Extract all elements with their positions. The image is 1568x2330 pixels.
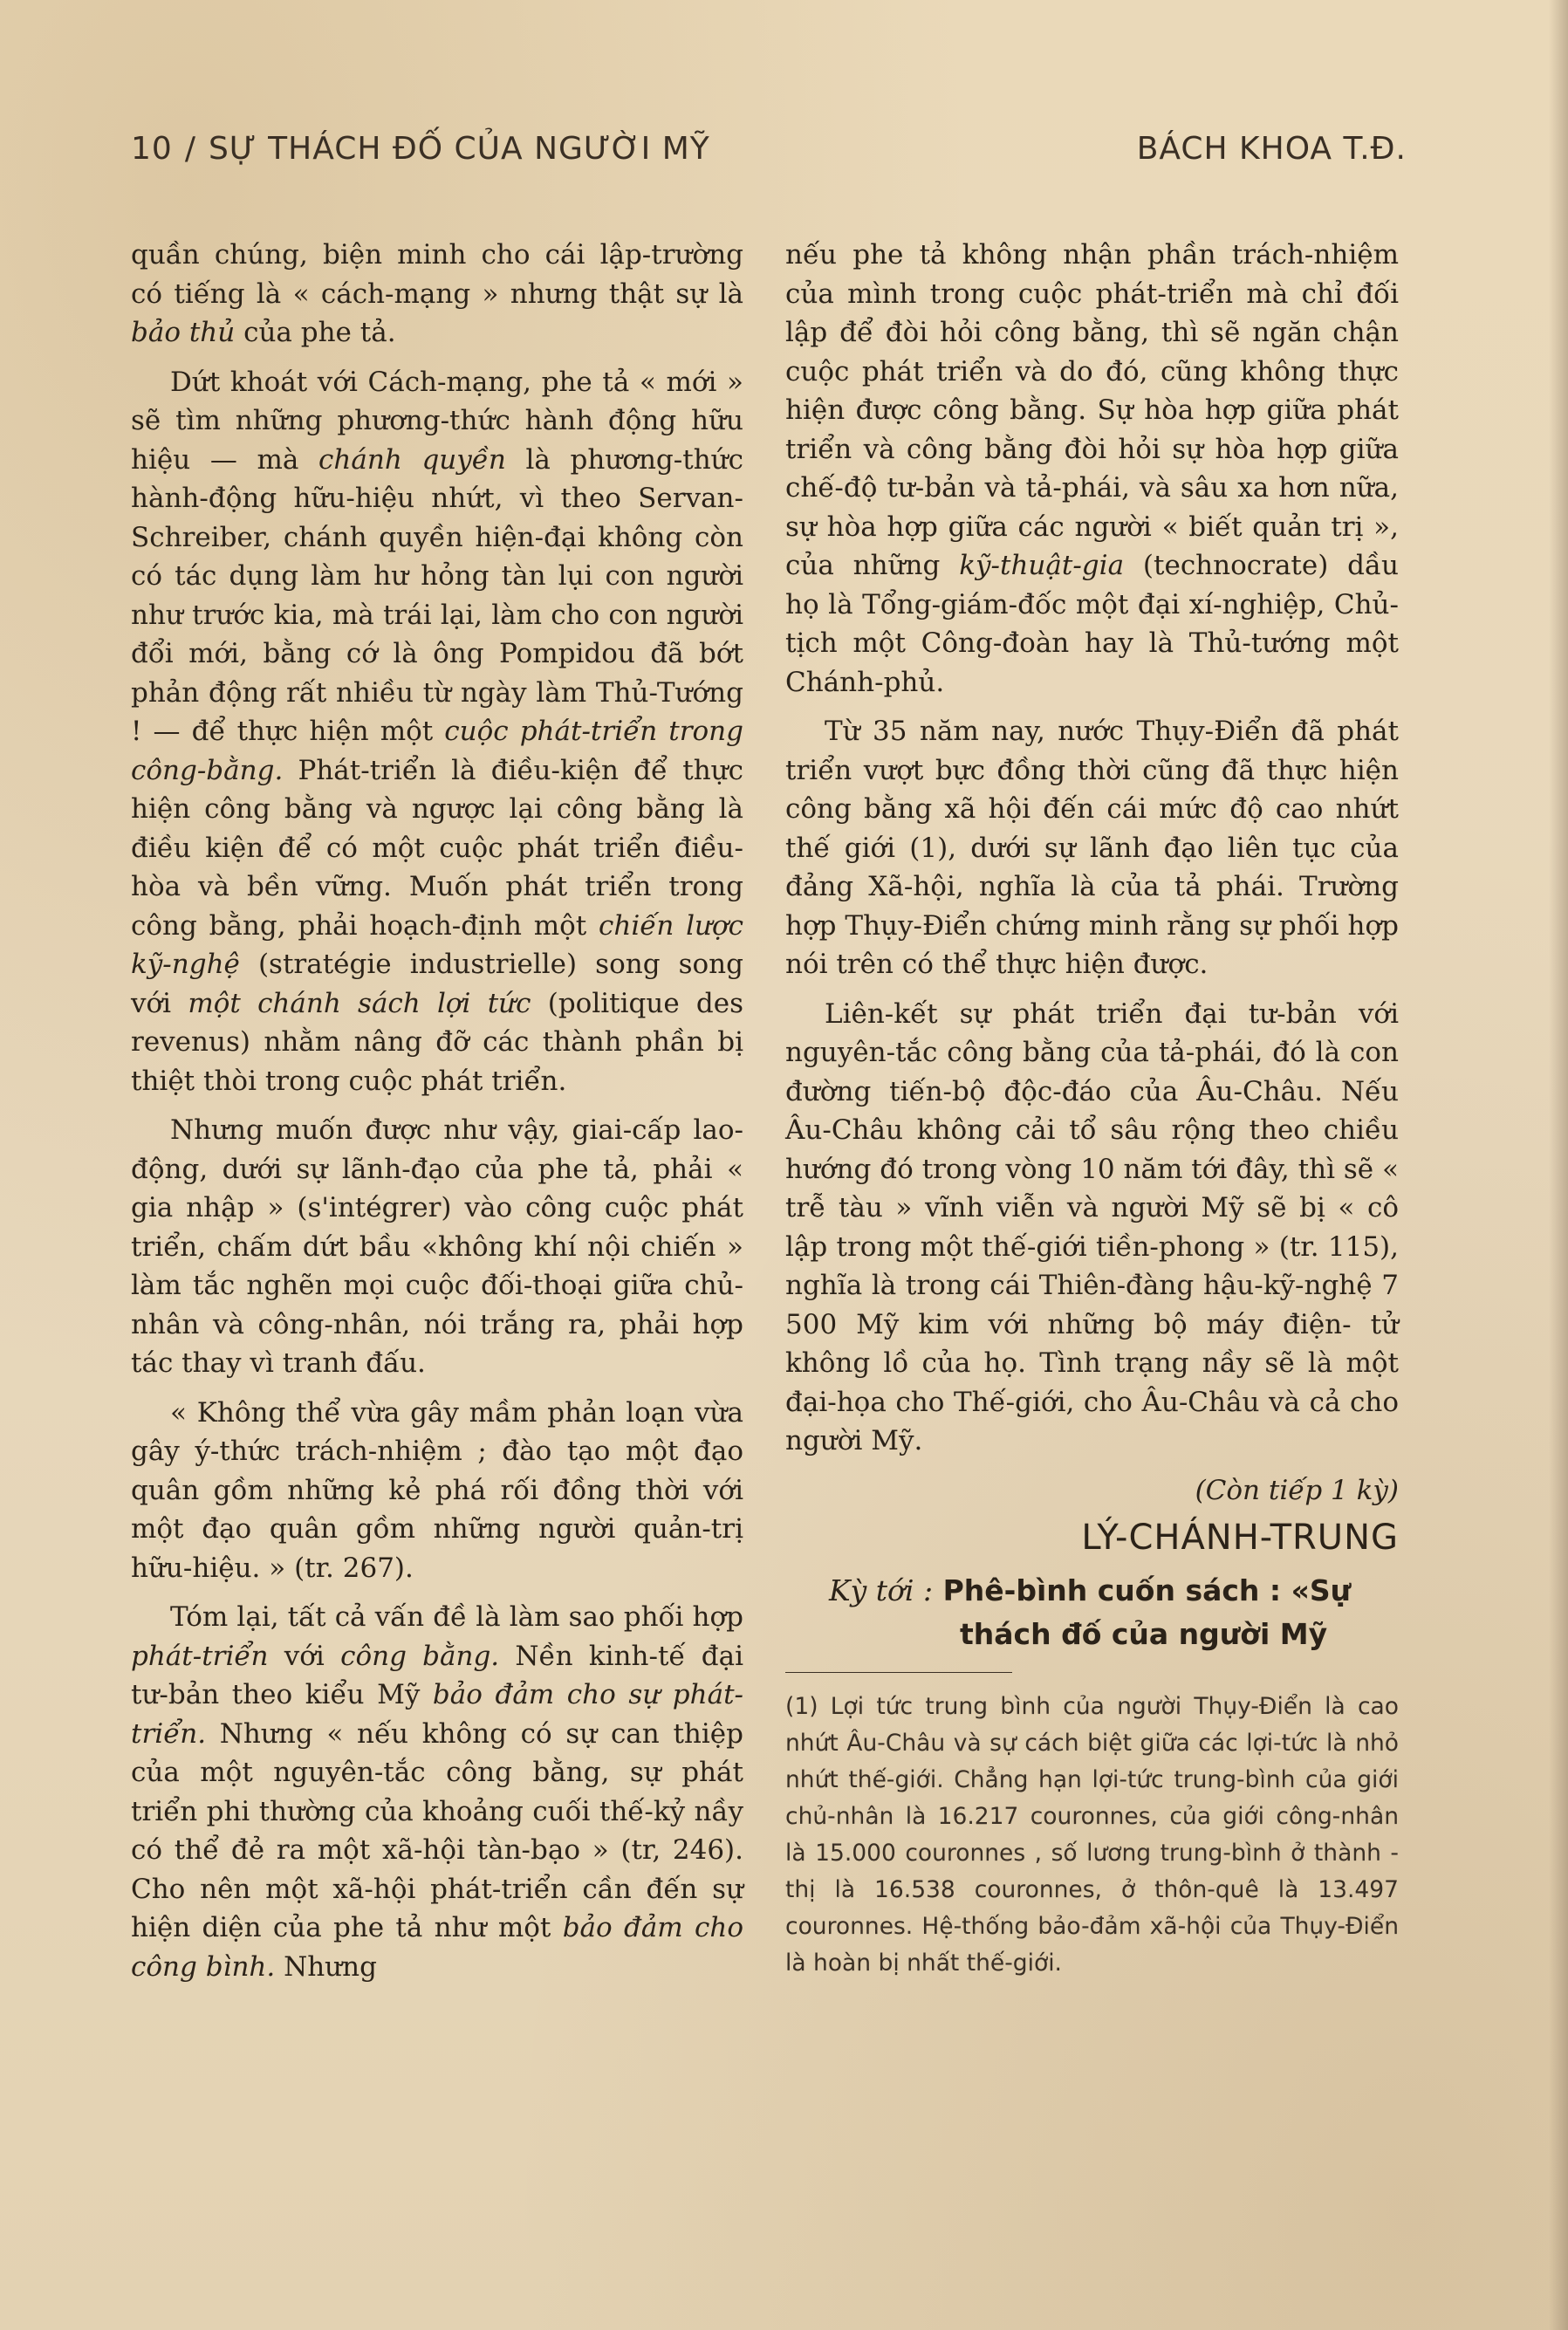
text-run: (technocrate) dầu họ là Tổng-giám-đốc một đại xí-nghiệp, Chủ-tịch một Công-đoàn hay là Thủ-tướng một Chánh-phủ. [785,550,1399,698]
header-separator: / [184,131,196,167]
left-paragraph-5 [131,1598,743,1986]
page-edge-shadow [1549,0,1568,2330]
italic-run: cuộc phát-triển trong công-bằng. [131,716,743,786]
right-paragraph-2: Từ 35 năm nay, nước Thụy-Điển đã phát triển vượt bực đồng thời cũng đã thực hiện công bằng xã hội đến cái mức độ cao nhứt thế giới (1), dưới sự lãnh đạo liên tục của đảng Xã-hội, nghĩa là của tả phái. Trường hợp Thụy-Điển chứng minh rằng sự phối hợp nói trên có thể thực hiện được. [785,716,1399,980]
italic-run: chánh quyền [318,443,506,476]
italic-run: kỹ-thuật-gia [959,550,1125,581]
text-run: Nhưng [275,1950,377,1983]
italic-run: chiến lược kỹ-nghệ [131,909,743,980]
author-name: LÝ-CHÁNH-TRUNG [1081,1518,1399,1558]
footnote-divider [785,1672,1012,1673]
page-number: 10 [131,131,173,167]
italic-run: bảo thủ [131,317,236,348]
running-header [131,131,1407,183]
running-title: SỰ THÁCH ĐỐ CỦA NGƯỜI MỸ [208,131,710,167]
right-paragraph-1 [785,236,1399,702]
left-paragraph-3: Nhưng muốn được như vậy, giai-cấp lao-động, dưới sự lãnh-đạo của phe tả, phải « gia nhập » (s'intégrer) vào công cuộc phát triển, chấm dứt bầu «không khí nội chiến » làm tắc nghẽn mọi cuộc đối-thoại giữa chủ-nhân và công-nhân, nói trắng ra, phải hợp tác thay vì tranh đấu. [131,1114,743,1379]
article-signature [785,1471,1399,1657]
left-column [131,236,743,1997]
text-run: nếu phe tả không nhận phần trách-nhiệm của mình trong cuộc phát-triển mà chỉ đối lập để đòi hỏi công bằng, thì sẽ ngăn chận cuộc phát triển và do đó, cũng không thực hiện được công bằng. Sự hòa hợp giữa phát triển và công bằng đòi hỏi sự hòa hợp giữa chế-độ tư-bản và tả-phái, và sâu xa hơn nữa, sự hòa hợp giữa các người « biết quản trị », của những [785,239,1399,581]
text-run: Phát-triển là điều-kiện để thực hiện công bằng và ngược lại công bằng là điều kiện để có một cuộc phát triển điều-hòa và bền vững. Muốn phát triển trong công bằng, phải hoạch-định một [131,754,743,942]
italic-run: công bằng. [340,1640,500,1672]
text-run: với [268,1640,341,1672]
next-issue-label: Kỳ tới : [829,1573,934,1607]
text-run: Nền kinh-tế đại tư-bản theo kiểu Mỹ [131,1640,743,1710]
text-run: của phe tả. [235,317,396,348]
text-run: Tóm lại, tất cả vấn đề là làm sao phối hợp [170,1601,743,1633]
continued-note: (Còn tiếp 1 kỳ) [1195,1474,1399,1506]
right-column [785,236,1399,1982]
header-left [131,131,710,167]
italic-run: một chánh sách lợi tức [188,987,531,1019]
next-issue-title-line-1: Phê-bình cuốn sách : «Sự [933,1573,1352,1607]
next-issue-title-line-2: thách đố của người Mỹ [960,1617,1328,1651]
footnote: (1) Lợi tức trung bình của người Thụy-Điển là cao nhứt Âu-Châu và sự cách biệt giữa các lợi-tức là nhỏ nhứt thế-giới. Chẳng hạn lợi-tức trung-bình của giới chủ-nhân là 16.217 couronnes, của giới công-nhân là 15.000 couronnes , số lương trung-bình ở thành - thị là 16.538 couronnes, ở thôn-quê là 13.497 couronnes. Hệ-thống bảo-đảm xã-hội của Thụy-Điển là hoàn bị nhất thế-giới. [785,1693,1399,1977]
next-issue-note [785,1569,1399,1656]
text-run: (stratégie industrielle) song song với [131,949,743,1019]
italic-run: bảo đảm cho công bình. [131,1912,743,1983]
text-run: Nhưng « nếu không có sự can thiệp của một nguyên-tắc công bằng, sự phát triển phi thường của khoảng cuối thế-kỷ nầy có thể đẻ ra một xã-hội tàn-bạo » (tr, 246). Cho nên một xã-hội phát-triển cần đến sự hiện diện của phe tả như một [131,1717,743,1943]
italic-run: phát-triển [131,1640,269,1672]
italic-run: bảo đảm cho sự phát-triển. [131,1679,743,1750]
left-paragraph-2 [131,363,743,1101]
text-run: quần chúng, biện minh cho cái lập-trường có tiếng là « cách-mạng » nhưng thật sự là [131,239,743,310]
left-paragraph-1 [131,236,743,353]
text-run: (politique des revenus) nhằm nâng đỡ các thành phần bị thiệt thòi trong cuộc phát triển. [131,987,744,1097]
text-run: Dứt khoát với Cách-mạng, phe tả « mới » sẽ tìm những phương-thức hành động hữu hiệu — mà [131,366,743,476]
journal-name: BÁCH KHOA T.Đ. [1136,131,1407,167]
right-paragraph-3: Liên-kết sự phát triển đại tư-bản với nguyên-tắc công bằng của tả-phái, đó là con đường tiến-bộ độc-đáo của Âu-Châu. Nếu Âu-Châu không cải tổ sâu rộng theo chiều hướng đó trong vòng 10 năm tới đây, thì sẽ « trễ tàu » vĩnh viễn và người Mỹ sẽ bị « cô lập trong một thế-giới tiền-phong » (tr. 115), nghĩa là trong cái Thiên-đàng hậu-kỹ-nghệ 7 500 Mỹ kim với những bộ máy điện- tử không lồ của họ. Tình trạng nầy sẽ là một đại-họa cho Thế-giới, cho Âu-Châu và cả cho người Mỹ. [785,997,1399,1456]
left-paragraph-4: « Không thể vừa gây mầm phản loạn vừa gây ý-thức trách-nhiệm ; đào tạo một đạo quân gồm những kẻ phá rối đồng thời với một đạo quân gồm những người quản-trị hữu-hiệu. » (tr. 267). [131,1396,743,1584]
text-run: là phương-thức hành-động hữu-hiệu nhứt, vì theo Servan-Schreiber, chánh quyền hiện-đại không còn có tác dụng làm hư hỏng tàn lụi con người như trước kia, mà trái lại, làm cho con người đổi mới, bằng cớ là ông Pompidou đã bớt phản động rất nhiều từ ngày làm Thủ-Tướng ! — để thực hiện một [131,443,743,747]
